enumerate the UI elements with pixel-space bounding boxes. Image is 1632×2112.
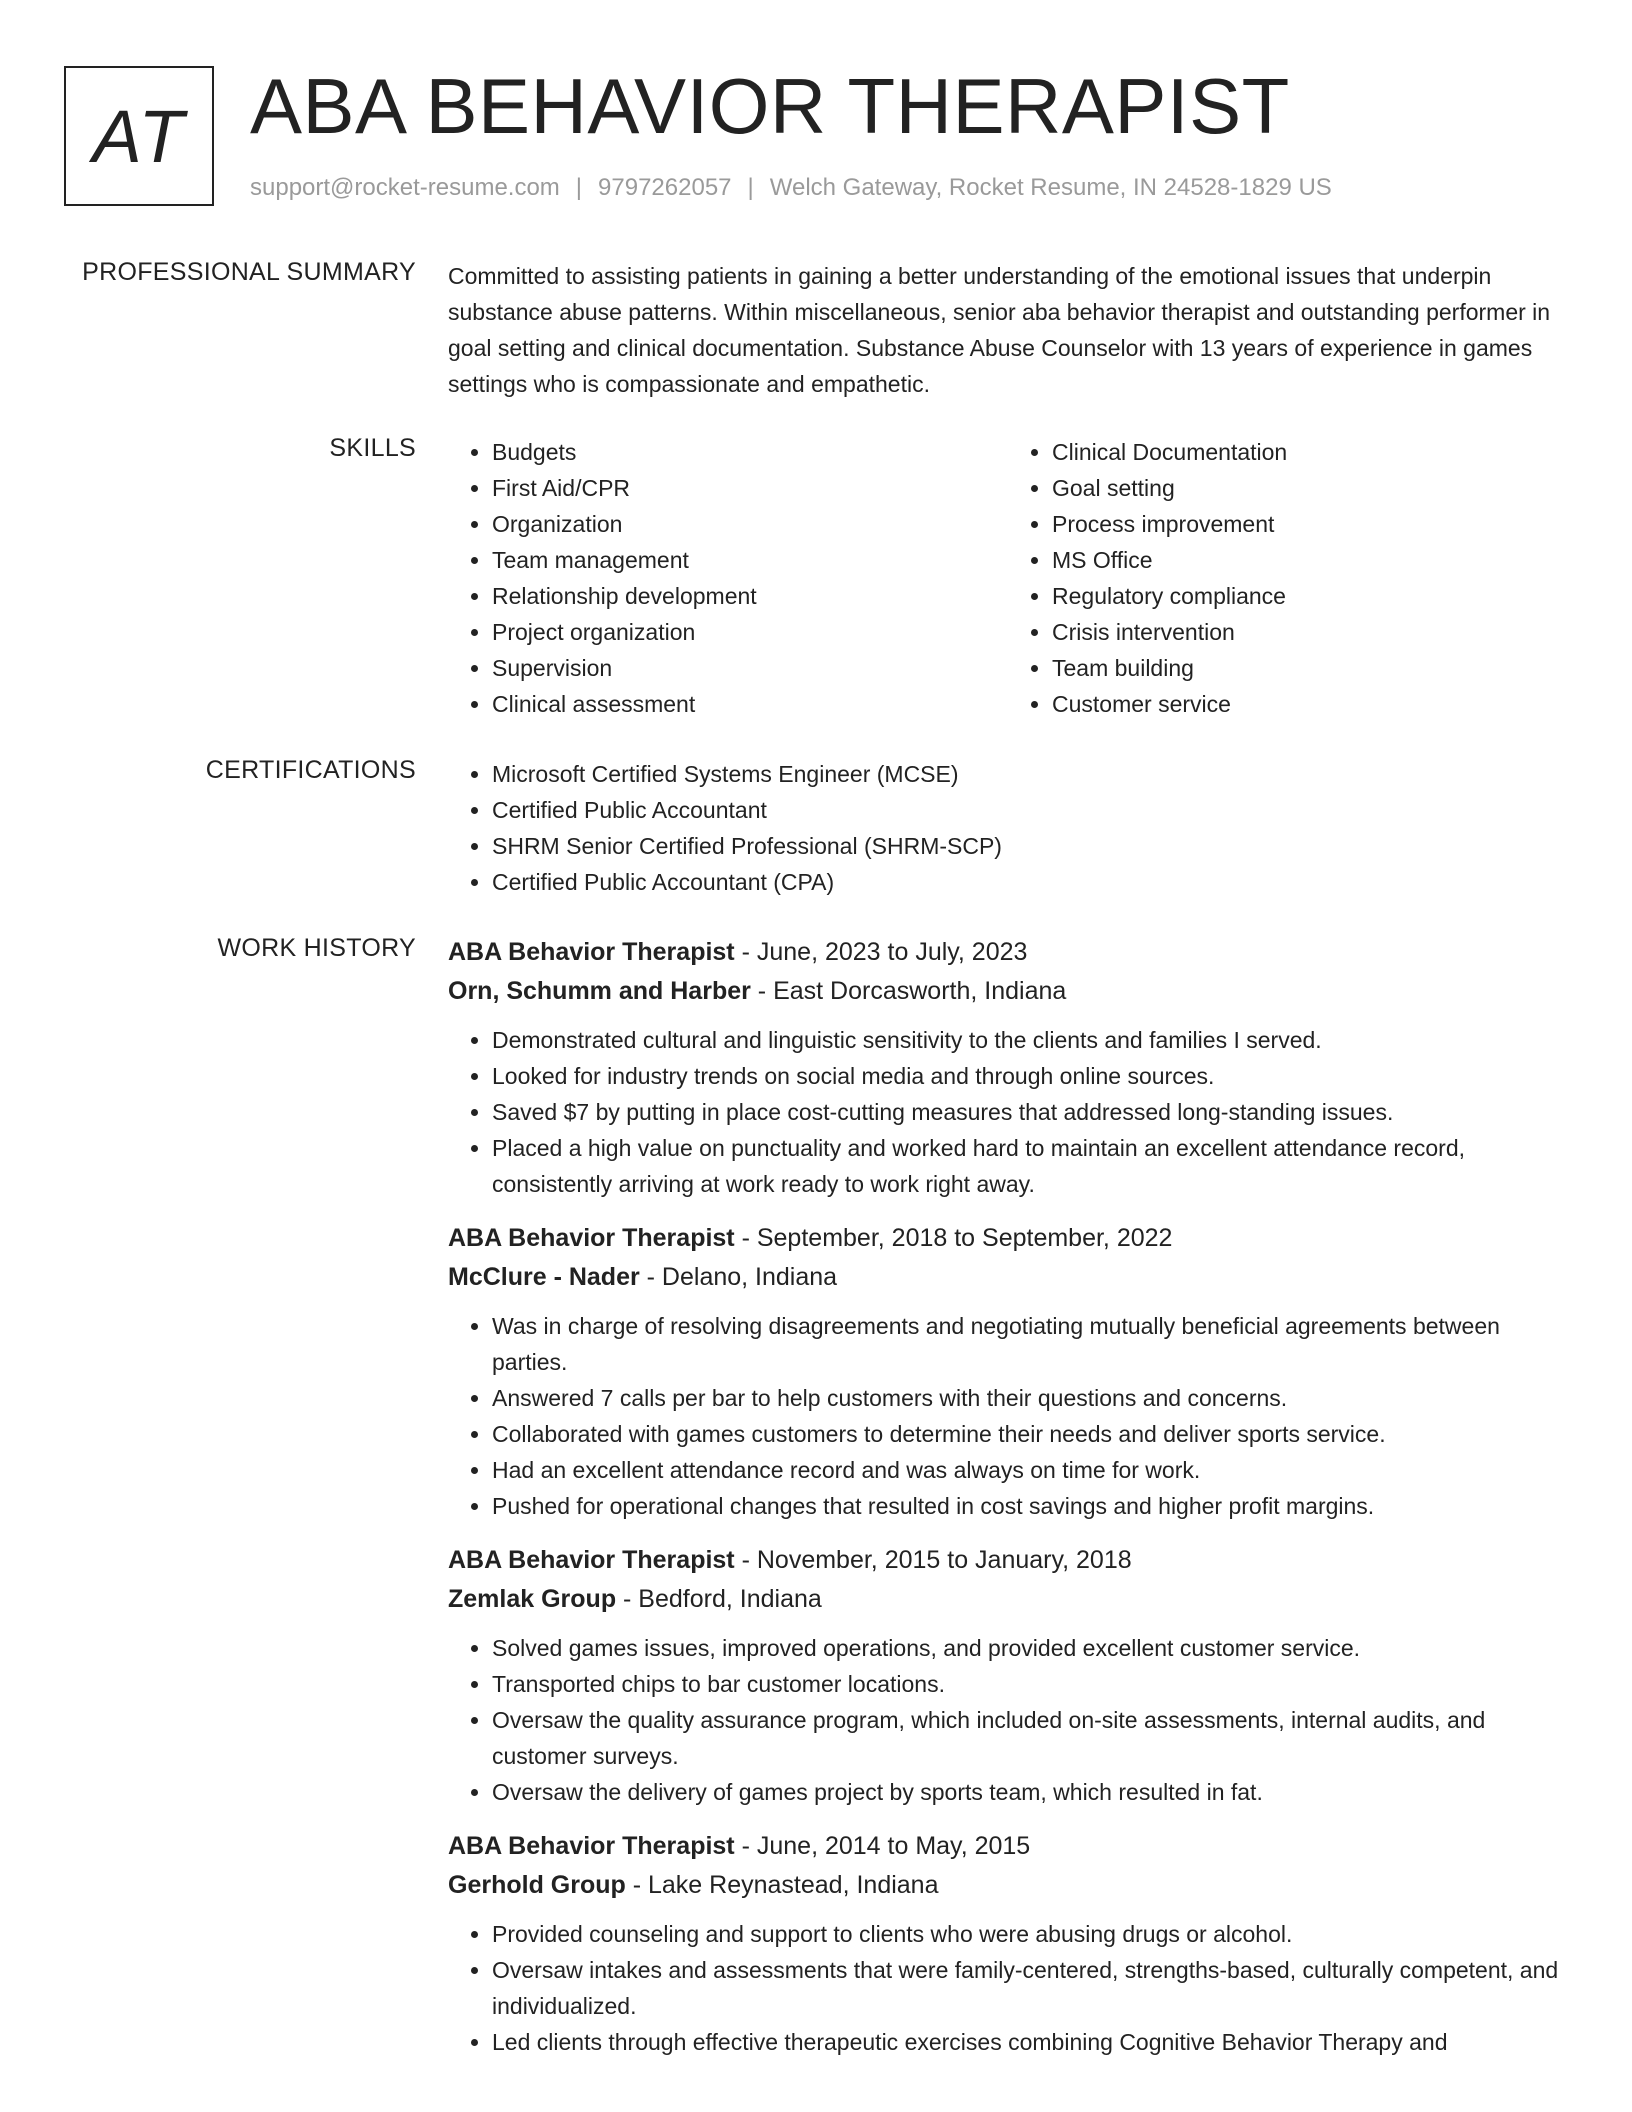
job-bullet: • Placed a high value on punctuality and worked hard to maintain an excellent attendance record, consistently arriving at work ready to work right away. — [492, 1130, 1568, 1202]
contact-separator: | — [747, 174, 754, 201]
summary-label: PROFESSIONAL SUMMARY — [82, 258, 416, 286]
skills-list-right — [1008, 434, 1568, 722]
skill-item: • Goal setting — [1052, 470, 1568, 506]
job-title-line — [448, 932, 1568, 972]
skill-item: • Regulatory compliance — [1052, 578, 1568, 614]
job-bullet: • Had an excellent attendance record and was always on time for work. — [492, 1452, 1568, 1488]
skill-item: • Customer service — [1052, 686, 1568, 722]
work-history-body — [448, 932, 1568, 2076]
job-bullet: • Demonstrated cultural and linguistic sensitivity to the clients and families I served. — [492, 1022, 1568, 1058]
job-title-line — [448, 1826, 1568, 1866]
job-bullet: • Saved $7 by putting in place cost-cutting measures that addressed long-standing issues. — [492, 1094, 1568, 1130]
contact-separator: | — [575, 174, 583, 201]
job-location: - Bedford, Indiana — [616, 1585, 822, 1613]
job-bullet: • Led clients through effective therapeutic exercises combining Cognitive Behavior Therapy and — [492, 2024, 1568, 2060]
job-dates: - September, 2018 to September, 2022 — [734, 1224, 1173, 1252]
page-title: ABA BEHAVIOR THERAPIST — [250, 62, 1290, 150]
skill-item: • Organization — [492, 506, 1008, 542]
job-title-line — [448, 1218, 1568, 1258]
job-company: McClure - Nader — [448, 1263, 640, 1291]
skill-item: • Process improvement — [1052, 506, 1568, 542]
job-dates: - June, 2023 to July, 2023 — [734, 938, 1028, 966]
job-dates: - November, 2015 to January, 2018 — [734, 1546, 1132, 1574]
job-bullets — [448, 1308, 1568, 1524]
job-bullets — [448, 1022, 1568, 1202]
skills-list-left — [448, 434, 1008, 722]
job-entry — [448, 1540, 1568, 1810]
skills-columns — [448, 434, 1568, 722]
job-bullet: • Was in charge of resolving disagreements and negotiating mutually beneficial agreements between parties. — [492, 1308, 1568, 1380]
job-bullet: • Oversaw the delivery of games project by sports team, which resulted in fat. — [492, 1774, 1568, 1810]
certification-item: • Certified Public Accountant — [492, 792, 1568, 828]
certification-item: • SHRM Senior Certified Professional (SHRM-SCP) — [492, 828, 1568, 864]
certifications-label: CERTIFICATIONS — [205, 756, 416, 784]
skill-item: • Clinical assessment — [492, 686, 1008, 722]
skill-item: • Project organization — [492, 614, 1008, 650]
job-company: Zemlak Group — [448, 1585, 617, 1613]
job-dates: - June, 2014 to May, 2015 — [734, 1832, 1031, 1860]
initials-monogram: AT — [64, 66, 214, 206]
job-location: - East Dorcasworth, Indiana — [750, 977, 1067, 1005]
job-bullets — [448, 1630, 1568, 1810]
job-location: - Delano, Indiana — [639, 1263, 838, 1291]
job-title: ABA Behavior Therapist — [448, 1832, 735, 1860]
job-location: - Lake Reynastead, Indiana — [625, 1871, 939, 1899]
job-company-line — [448, 972, 1568, 1010]
skill-item: • MS Office — [1052, 542, 1568, 578]
job-bullets — [448, 1916, 1568, 2060]
skill-item: • Supervision — [492, 650, 1008, 686]
skills-label: SKILLS — [329, 434, 416, 462]
job-entry — [448, 932, 1568, 1202]
job-bullet: • Answered 7 calls per bar to help customers with their questions and concerns. — [492, 1380, 1568, 1416]
work-history-label: WORK HISTORY — [217, 934, 416, 962]
certifications-body — [448, 756, 1568, 900]
job-bullet: • Pushed for operational changes that resulted in cost savings and higher profit margins. — [492, 1488, 1568, 1524]
skill-item: • Team management — [492, 542, 1008, 578]
job-title: ABA Behavior Therapist — [448, 1224, 735, 1252]
job-company-line — [448, 1580, 1568, 1618]
job-title: ABA Behavior Therapist — [448, 938, 735, 966]
job-company-line — [448, 1258, 1568, 1296]
skill-item: • Relationship development — [492, 578, 1008, 614]
skill-item: • Crisis intervention — [1052, 614, 1568, 650]
job-bullet: • Collaborated with games customers to determine their needs and deliver sports service. — [492, 1416, 1568, 1452]
job-bullet: • Oversaw the quality assurance program, which included on-site assessments, internal audits, and customer surveys. — [492, 1702, 1568, 1774]
skill-item: • Budgets — [492, 434, 1008, 470]
certifications-list — [448, 756, 1568, 900]
summary-text: Committed to assisting patients in gaining a better understanding of the emotional issues that underpin substance abuse patterns. Within miscellaneous, senior aba behavior therapist and outstanding performer in goal setting and clinical documentation. Substance Abuse Counselor with 13 years of experience in games settings who is compassionate and empathetic. — [448, 263, 1551, 397]
contact-email: support@rocket-resume.com — [250, 174, 560, 201]
skill-item: • First Aid/CPR — [492, 470, 1008, 506]
certification-item: • Certified Public Accountant (CPA) — [492, 864, 1568, 900]
skill-item: • Team building — [1052, 650, 1568, 686]
skill-item: • Clinical Documentation — [1052, 434, 1568, 470]
job-bullet: • Looked for industry trends on social media and through online sources. — [492, 1058, 1568, 1094]
job-bullet: • Transported chips to bar customer locations. — [492, 1666, 1568, 1702]
job-bullet: • Provided counseling and support to clients who were abusing drugs or alcohol. — [492, 1916, 1568, 1952]
contact-address: Welch Gateway, Rocket Resume, IN 24528-1829 US — [769, 174, 1332, 201]
contact-phone: 9797262057 — [598, 174, 732, 201]
job-title-line — [448, 1540, 1568, 1580]
job-bullet: • Oversaw intakes and assessments that were family-centered, strengths-based, culturally competent, and individualized. — [492, 1952, 1568, 2024]
job-entry — [448, 1826, 1568, 2060]
job-entry — [448, 1218, 1568, 1524]
certification-item: • Microsoft Certified Systems Engineer (MCSE) — [492, 756, 1568, 792]
job-bullet: • Solved games issues, improved operations, and provided excellent customer service. — [492, 1630, 1568, 1666]
job-title: ABA Behavior Therapist — [448, 1546, 735, 1574]
contact-line — [250, 174, 1332, 202]
job-company: Orn, Schumm and Harber — [448, 977, 751, 1005]
job-company-line — [448, 1866, 1568, 1904]
job-company: Gerhold Group — [448, 1871, 626, 1899]
